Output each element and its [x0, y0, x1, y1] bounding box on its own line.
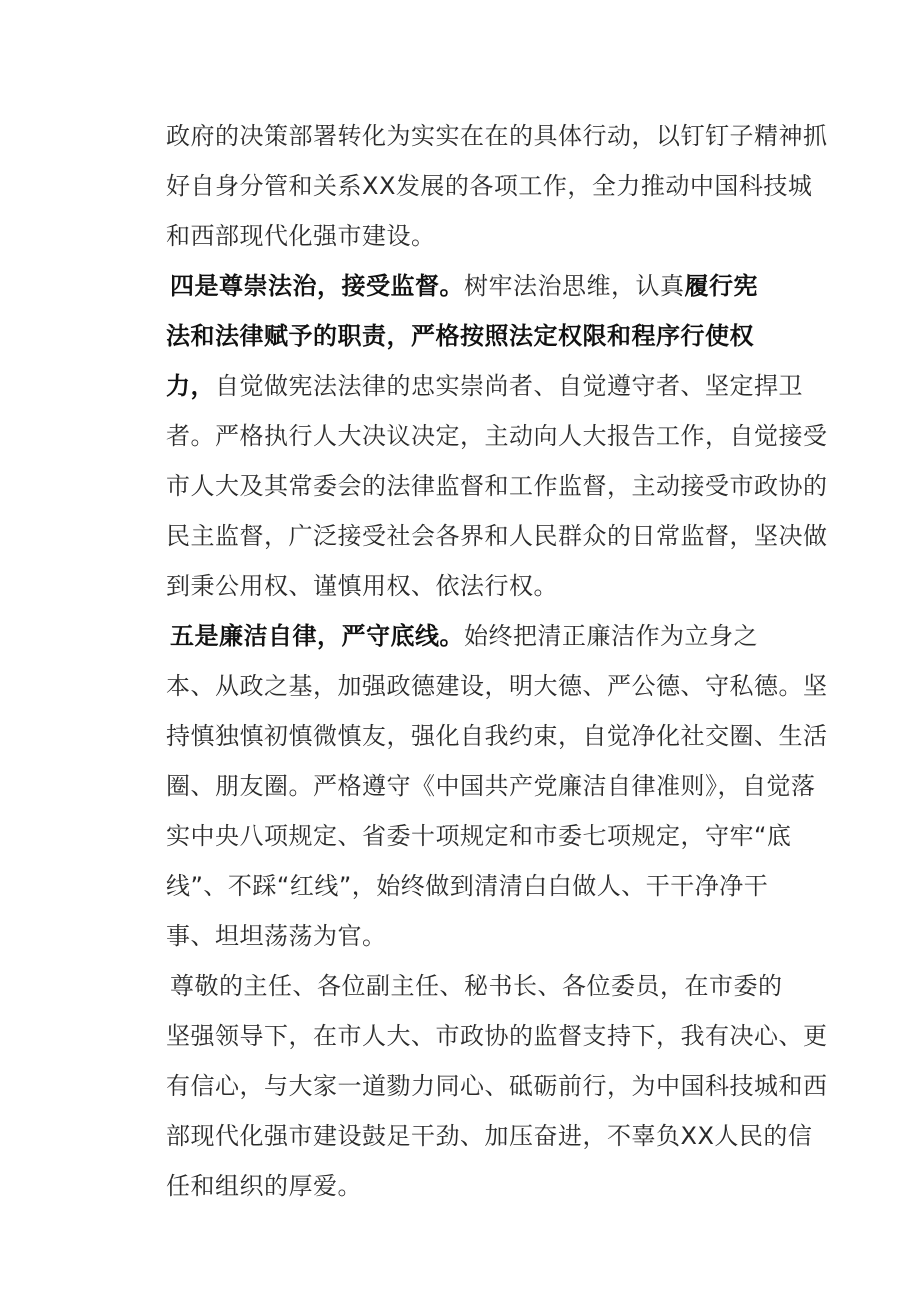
body-text-line: 民主监督，广泛接受社会各界和人民群众的日常监督，坚决做: [166, 522, 828, 550]
paragraph-line: [170, 616, 758, 651]
body-text-line: 任和组织的厚爱。: [166, 1172, 362, 1200]
section-heading: 四是尊崇法治，接受监督。: [170, 272, 464, 300]
body-text-line: 好自身分管和关系XX发展的各项工作，全力推动中国科技城: [166, 172, 813, 200]
body-text-line: 者。严格执行人大决议决定，主动向人大报告工作，自觉接受: [166, 422, 828, 450]
body-text: 自觉做宪法法律的忠实崇尚者、自觉遵守者、坚定捍卫: [215, 372, 803, 400]
body-text-line: 到秉公用权、谨慎用权、依法行权。: [166, 572, 558, 600]
body-text-line: 和西部现代化强市建设。: [166, 222, 436, 250]
emphasis-text: 履行宪: [684, 272, 758, 300]
body-text-line: 尊敬的主任、各位副主任、秘书长、各位委员，在市委的: [170, 972, 783, 1000]
body-text-line: 政府的决策部署转化为实实在在的具体行动，以钉钉子精神抓: [166, 122, 828, 150]
body-text-line: 本、从政之基，加强政德建设，明大德、严公德、守私德。坚: [166, 672, 828, 700]
body-text-line: 市人大及其常委会的法律监督和工作监督，主动接受市政协的: [166, 472, 828, 500]
paragraph-line: [166, 366, 803, 401]
emphasis-text: 力，: [166, 372, 215, 400]
body-text-line: 持慎独慎初慎微慎友，强化自我约束，自觉净化社交圈、生活: [166, 722, 828, 750]
paragraph-line: [170, 266, 758, 301]
body-text-line: 部现代化强市建设鼓足干劲、加压奋进，不辜负XX人民的信: [166, 1122, 813, 1150]
body-text-line: 圈、朋友圈。严格遵守《中国共产党廉洁自律准则》，自觉落: [166, 772, 816, 800]
body-text: 始终把清正廉洁作为立身之: [464, 622, 758, 650]
section-heading: 五是廉洁自律，严守底线。: [170, 622, 464, 650]
body-text-line: 线”、不踩“红线”，始终做到清清白白做人、干干净净干: [166, 872, 769, 900]
emphasis-text-line: 法和法律赋予的职责，严格按照法定权限和程序行使权: [166, 322, 754, 350]
body-text: 树牢法治思维，认真: [464, 272, 685, 300]
body-text-line: 实中央八项规定、省委十项规定和市委七项规定，守牢“底: [166, 822, 792, 850]
body-text-line: 事、坦坦荡荡为官。: [166, 922, 387, 950]
body-text-line: 坚强领导下，在市人大、市政协的监督支持下，我有决心、更: [166, 1022, 828, 1050]
body-text-line: 有信心，与大家一道勠力同心、砥砺前行，为中国科技城和西: [166, 1072, 828, 1100]
